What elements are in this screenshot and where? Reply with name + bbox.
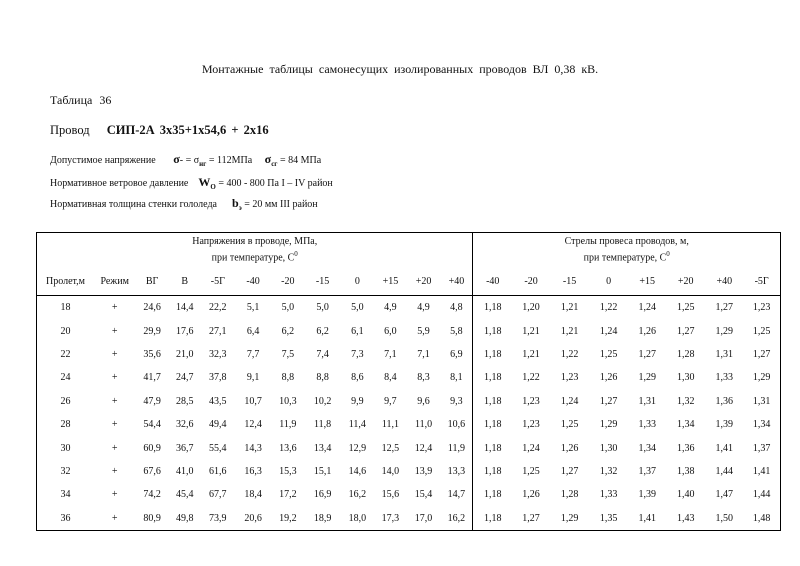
table-cell: + — [111, 325, 118, 337]
table-cell: 1,25 — [560, 419, 579, 431]
table-cell: 6,9 — [440, 343, 473, 366]
wind-pressure-line — [50, 175, 333, 191]
table-cell: 1,21 — [522, 348, 540, 360]
table-cell: 1,21 — [560, 325, 579, 337]
column-header: В — [169, 267, 200, 296]
table-cell: 11,4 — [348, 419, 366, 431]
table-cell: 12,9 — [348, 442, 367, 454]
table-cell: 9,6 — [417, 395, 430, 407]
table-cell: 6,2 — [316, 325, 329, 337]
column-header: 0 — [589, 267, 628, 296]
table-row — [37, 483, 781, 506]
table-cell: 1,31 — [743, 390, 780, 413]
group-header-row — [37, 233, 781, 268]
table-cell: 67,6 — [143, 465, 161, 477]
table-cell: 14,7 — [440, 483, 473, 506]
column-header: -20 — [271, 267, 305, 296]
column-header: ВГ — [135, 267, 169, 296]
column-header: Пролет,м — [37, 267, 95, 296]
table-cell: 5,9 — [417, 325, 430, 337]
table-cell: 21,0 — [175, 348, 194, 360]
wire-line — [50, 123, 269, 138]
table-cell: 1,23 — [743, 296, 780, 320]
table-cell: 74,2 — [143, 489, 161, 501]
param-text: Нормативное ветровое давление — [50, 178, 189, 189]
table-cell: 13,9 — [414, 465, 433, 477]
table-cell: 54,4 — [143, 419, 161, 431]
table-cell: 16,3 — [244, 465, 262, 477]
table-cell: 6,2 — [281, 325, 295, 337]
table-cell: 13,6 — [279, 442, 297, 454]
column-header: +40 — [705, 267, 743, 296]
table-cell: 15,4 — [414, 489, 433, 501]
table-cell: 43,5 — [209, 395, 227, 407]
degree-mark: 0 — [666, 249, 670, 258]
table-cell: 9,1 — [246, 372, 260, 384]
table-cell: 1,18 — [473, 507, 512, 531]
table-cell: 12,4 — [414, 442, 433, 454]
table-row — [37, 366, 781, 389]
param-text: Допустимое напряжение — [50, 155, 156, 166]
table-cell: 6,1 — [351, 325, 364, 337]
table-cell: 1,25 — [522, 465, 540, 477]
table-cell: + — [111, 372, 118, 384]
table-cell: 1,27 — [512, 507, 550, 531]
table-cell: + — [94, 507, 135, 531]
table-cell: 7,1 — [384, 348, 397, 360]
table-cell: 17,0 — [407, 507, 441, 531]
table-cell: 5,0 — [351, 302, 364, 314]
table-cell: 47,9 — [143, 395, 161, 407]
table-cell: 34 — [37, 483, 95, 506]
table-cell: 1,18 — [483, 325, 502, 337]
table-cell: 37,8 — [209, 372, 227, 384]
table-cell: 17,3 — [374, 507, 407, 531]
table-cell: 1,32 — [676, 395, 695, 407]
table-cell: 7,1 — [417, 348, 430, 360]
column-header: -5Г — [200, 267, 235, 296]
table-cell: 1,36 — [676, 442, 695, 454]
table-cell: 1,40 — [676, 489, 695, 501]
table-cell: 61,6 — [209, 465, 227, 477]
table-cell: 1,21 — [560, 302, 579, 314]
table-cell: 1,22 — [522, 372, 540, 384]
table-cell: 1,43 — [666, 507, 705, 531]
table-cell: 14,6 — [348, 465, 367, 477]
table-cell: 8,1 — [440, 366, 473, 389]
table-cell: 1,29 — [599, 419, 618, 431]
table-cell: 11,9 — [279, 419, 297, 431]
table-cell: 1,24 — [522, 442, 540, 454]
table-cell: 1,44 — [743, 483, 780, 506]
table-cell: 8,6 — [351, 372, 364, 384]
column-header: -5Г — [743, 267, 780, 296]
table-cell: 1,34 — [676, 419, 695, 431]
wire-type: СИП-2А 3х35+1х54,6 + 2х16 — [106, 123, 269, 137]
table-cell: 1,35 — [589, 507, 628, 531]
table-cell: 7,4 — [316, 348, 329, 360]
table-cell: 13,3 — [440, 460, 473, 483]
column-header: -40 — [473, 267, 512, 296]
table-cell: 60,9 — [143, 442, 161, 454]
table-cell: 20 — [37, 319, 95, 342]
table-cell: 36 — [37, 507, 95, 531]
table-cell: 15,1 — [313, 465, 332, 477]
table-cell: 41,0 — [175, 465, 194, 477]
table-cell: 1,27 — [676, 325, 695, 337]
table-cell: 32 — [37, 460, 95, 483]
table-cell: + — [111, 395, 118, 407]
table-cell: 30 — [37, 436, 95, 459]
table-cell: 1,21 — [522, 325, 540, 337]
stress-header-line1: Напряжения в проводе, МПа, — [192, 235, 318, 247]
stress-group-header — [37, 233, 473, 268]
table-cell: 28,5 — [175, 395, 194, 407]
table-cell: + — [111, 348, 118, 360]
table-cell: 1,18 — [483, 442, 502, 454]
table-cell: 1,27 — [560, 465, 579, 477]
table-cell: 7,5 — [281, 348, 295, 360]
column-header: -40 — [235, 267, 271, 296]
table-cell: 32,6 — [175, 419, 194, 431]
ice-thickness-line — [50, 196, 318, 212]
table-cell: 10,2 — [313, 395, 332, 407]
sag-header-line2: при температуре, $С^0$ — [583, 249, 670, 264]
w-symbol: W — [198, 175, 211, 189]
param-subscript: нг — [199, 160, 207, 168]
table-cell: 5,8 — [440, 319, 473, 342]
table-cell: 1,32 — [599, 465, 618, 477]
table-cell: 1,29 — [743, 366, 780, 389]
table-cell: 1,38 — [676, 465, 695, 477]
table-cell: 11,9 — [440, 436, 473, 459]
table-cell: 1,18 — [483, 395, 502, 407]
column-header: -15 — [550, 267, 589, 296]
column-header: +15 — [374, 267, 407, 296]
table-cell: 6,4 — [246, 325, 260, 337]
table-cell: 1,34 — [638, 442, 656, 454]
table-cell: 12,5 — [381, 442, 400, 454]
table-cell: 17,2 — [279, 489, 297, 501]
table-cell: + — [111, 442, 118, 454]
column-header: +15 — [628, 267, 666, 296]
table-row — [37, 507, 781, 531]
table-cell: 16,2 — [348, 489, 367, 501]
table-cell: 1,28 — [560, 489, 579, 501]
table-cell: + — [111, 419, 118, 431]
table-row — [37, 343, 781, 366]
table-cell: 7,7 — [246, 348, 260, 360]
table-cell: 1,26 — [522, 489, 540, 501]
table-row — [37, 296, 781, 320]
table-cell: 1,47 — [715, 489, 734, 501]
table-cell: 1,37 — [638, 465, 656, 477]
param-value: = 400 - 800 Па I – IV район — [215, 178, 333, 189]
table-cell: 18 — [37, 296, 95, 320]
table-cell: 1,41 — [628, 507, 666, 531]
table-cell: 18,9 — [305, 507, 341, 531]
table-cell: 1,39 — [638, 489, 656, 501]
table-cell: 45,4 — [175, 489, 194, 501]
table-cell: 4,9 — [384, 302, 397, 314]
param-value: = 84 МПа — [277, 155, 322, 166]
table-cell: 6,0 — [384, 325, 397, 337]
column-header: -20 — [512, 267, 550, 296]
column-header: +20 — [666, 267, 705, 296]
table-cell: 32,3 — [209, 348, 227, 360]
wire-label: Провод — [50, 123, 90, 137]
table-cell: 1,24 — [638, 302, 656, 314]
param-subscript: сг — [271, 160, 278, 168]
table-cell: 14,3 — [244, 442, 262, 454]
table-cell: 8,8 — [316, 372, 329, 384]
table-cell: 1,39 — [715, 419, 734, 431]
column-header: 0 — [340, 267, 374, 296]
table-cell: 22 — [37, 343, 95, 366]
table-cell: 12,4 — [244, 419, 262, 431]
table-cell: 15,3 — [279, 465, 297, 477]
table-cell: + — [111, 302, 118, 314]
table-cell: 16,9 — [313, 489, 332, 501]
table-cell: 1,29 — [715, 325, 734, 337]
table-cell: 19,2 — [271, 507, 305, 531]
table-cell: 1,18 — [483, 489, 502, 501]
table-cell: 14,0 — [381, 465, 400, 477]
table-label: Таблица 36 — [50, 93, 112, 107]
table-cell: 49,8 — [169, 507, 200, 531]
table-row — [37, 460, 781, 483]
table-cell: 1,24 — [599, 325, 618, 337]
table-cell: 24,6 — [143, 302, 161, 314]
table-cell: 67,7 — [209, 489, 227, 501]
table-cell: 17,6 — [175, 325, 194, 337]
table-cell: 10,6 — [440, 413, 473, 436]
table-cell: 29,9 — [143, 325, 161, 337]
table-cell: 1,44 — [715, 465, 734, 477]
table-cell: 1,22 — [599, 302, 618, 314]
table-cell: 26 — [37, 390, 95, 413]
table-cell: + — [111, 489, 118, 501]
table-cell: 1,48 — [743, 507, 780, 531]
column-header: Режим — [94, 267, 135, 296]
table-cell: 1,33 — [715, 372, 734, 384]
table-cell: 1,34 — [743, 413, 780, 436]
table-cell: + — [111, 465, 118, 477]
table-cell: 1,28 — [676, 348, 695, 360]
table-cell: 5,1 — [246, 302, 260, 314]
table-cell: 27,1 — [209, 325, 227, 337]
table-cell: 1,50 — [705, 507, 743, 531]
table-cell: 20,6 — [235, 507, 271, 531]
table-cell: 1,24 — [560, 395, 579, 407]
table-cell: 15,6 — [381, 489, 400, 501]
param-value: = 112МПа — [206, 155, 253, 166]
table-cell: 10,3 — [279, 395, 297, 407]
sag-group-header — [473, 233, 781, 268]
param-subscript: O — [210, 183, 216, 191]
table-cell: 36,7 — [175, 442, 194, 454]
table-cell: 49,4 — [209, 419, 227, 431]
table-cell: 1,29 — [638, 372, 656, 384]
table-cell: 9,7 — [384, 395, 397, 407]
table-cell: 1,18 — [483, 465, 502, 477]
table-cell: 1,26 — [638, 325, 656, 337]
stress-header-line2: при температуре, $С^0$ — [211, 249, 298, 264]
table-cell: 1,37 — [743, 436, 780, 459]
table-cell: 1,33 — [599, 489, 618, 501]
param-subscript: э — [238, 204, 242, 212]
table-cell: 18,0 — [340, 507, 374, 531]
table-cell: 16,2 — [440, 507, 473, 531]
document-title: Монтажные таблицы самонесущих изолированных проводов ВЛ 0,38 кВ. — [201, 62, 599, 76]
table-cell: 1,23 — [560, 372, 579, 384]
table-cell: 1,27 — [638, 348, 656, 360]
table-cell: 55,4 — [209, 442, 227, 454]
table-cell: 1,22 — [560, 348, 579, 360]
table-cell: 5,0 — [316, 302, 329, 314]
table-cell: 1,26 — [599, 372, 618, 384]
table-cell: 1,41 — [743, 460, 780, 483]
table-cell: 1,26 — [560, 442, 579, 454]
allowed-stress-line — [50, 152, 321, 168]
installation-table — [36, 232, 781, 531]
sigma-symbol: σ — [264, 152, 272, 166]
table-cell: 8,8 — [281, 372, 295, 384]
table-cell: 7,3 — [351, 348, 364, 360]
param-value: = 20 мм III район — [241, 199, 318, 210]
table-cell: 9,9 — [351, 395, 364, 407]
table-cell: 1,27 — [743, 343, 780, 366]
table-cell: 1,41 — [715, 442, 734, 454]
table-cell: 1,30 — [676, 372, 695, 384]
table-cell: 35,6 — [143, 348, 161, 360]
column-header: +40 — [440, 267, 473, 296]
table-cell: 1,20 — [522, 302, 540, 314]
b-symbol: b — [232, 196, 239, 210]
table-cell: 24 — [37, 366, 95, 389]
table-cell: 1,23 — [522, 419, 540, 431]
table-cell: 1,25 — [676, 302, 695, 314]
table-cell: 80,9 — [135, 507, 169, 531]
table-cell: 28 — [37, 413, 95, 436]
table-cell: 1,27 — [715, 302, 734, 314]
table-cell: 11,1 — [381, 419, 399, 431]
table-cell: 1,30 — [599, 442, 618, 454]
table-cell: 8,3 — [417, 372, 430, 384]
table-cell: 11,0 — [414, 419, 433, 431]
table-row — [37, 436, 781, 459]
table-cell: 1,18 — [483, 302, 502, 314]
sigma-symbol: σ — [173, 152, 180, 166]
column-header: -15 — [305, 267, 341, 296]
table-cell: 10,7 — [244, 395, 262, 407]
table-cell: 73,9 — [200, 507, 235, 531]
table-cell: 4,8 — [440, 296, 473, 320]
table-cell: 5,0 — [281, 302, 295, 314]
table-cell: 41,7 — [143, 372, 161, 384]
table-cell: 1,31 — [638, 395, 656, 407]
table-cell: 1,27 — [599, 395, 618, 407]
degree-mark: 0 — [294, 249, 298, 258]
table-cell: 18,4 — [244, 489, 262, 501]
table-cell: 4,9 — [417, 302, 430, 314]
table-cell: 11,8 — [314, 419, 332, 431]
table-cell: 8,4 — [384, 372, 397, 384]
table-cell: 1,18 — [483, 348, 502, 360]
table-cell: 22,2 — [209, 302, 227, 314]
table-row — [37, 390, 781, 413]
table-cell: 13,4 — [313, 442, 332, 454]
column-header: +20 — [407, 267, 441, 296]
table-cell: 14,4 — [175, 302, 194, 314]
table-cell: 1,18 — [483, 419, 502, 431]
table-cell: 1,36 — [715, 395, 734, 407]
table-row — [37, 413, 781, 436]
param-text: Нормативная толщина стенки гололеда — [50, 199, 217, 210]
table-cell: 1,29 — [550, 507, 589, 531]
param-formula: - = σ — [179, 155, 200, 166]
table-cell: 1,33 — [638, 419, 656, 431]
table-cell: 24,7 — [175, 372, 194, 384]
table-cell: 1,25 — [743, 319, 780, 342]
table-row — [37, 319, 781, 342]
table-cell: 1,18 — [483, 372, 502, 384]
table-cell: 1,31 — [715, 348, 734, 360]
table-cell: 9,3 — [440, 390, 473, 413]
column-header-row — [37, 267, 781, 296]
sag-header-line1: Стрелы провеса проводов, м, — [564, 235, 689, 247]
table-cell: 1,23 — [522, 395, 540, 407]
table-cell: 1,25 — [599, 348, 618, 360]
